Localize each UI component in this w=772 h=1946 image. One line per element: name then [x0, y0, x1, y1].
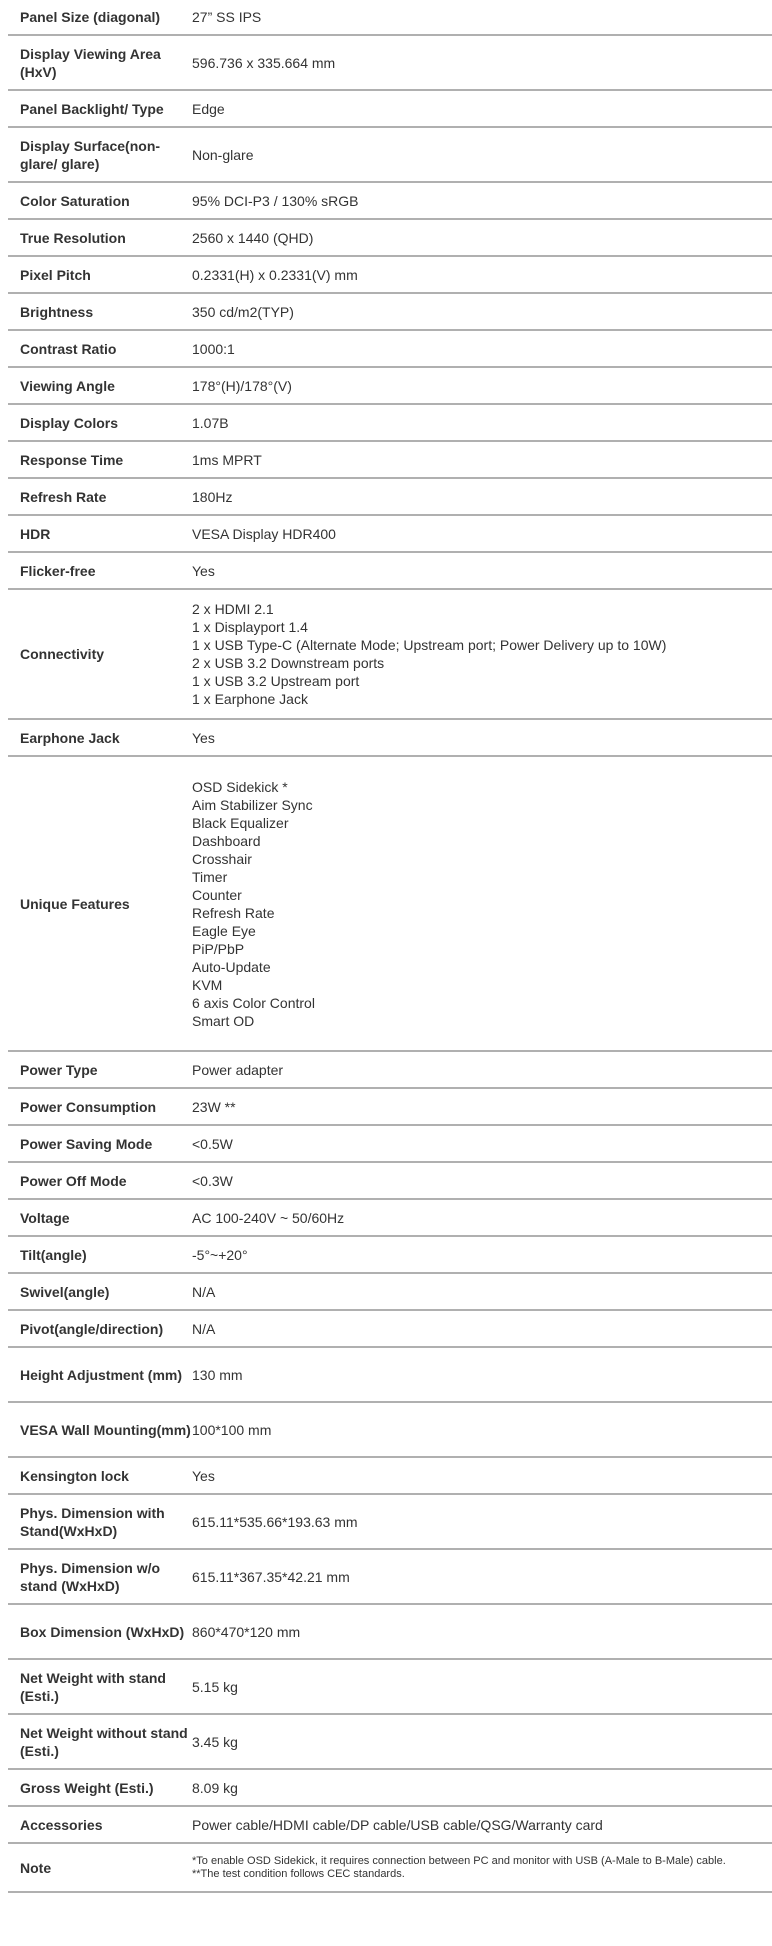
spec-value [192, 1088, 772, 1125]
spec-value-line: 1ms MPRT [192, 451, 262, 468]
spec-label: Panel Size (diagonal) [20, 9, 161, 25]
spec-row [8, 0, 772, 35]
spec-value-line: Power adapter [192, 1061, 284, 1078]
spec-value-line: Auto-Update [192, 958, 271, 975]
spec-row [8, 1604, 772, 1659]
spec-label: Kensington lock [20, 1467, 129, 1484]
spec-value-line: N/A [192, 1283, 216, 1300]
spec-value-line: 1.07B [192, 414, 229, 431]
spec-value-line: Yes [192, 1467, 215, 1484]
spec-label: HDR [20, 525, 51, 542]
spec-value [192, 719, 772, 756]
spec-value [192, 1457, 772, 1494]
spec-value [192, 1273, 772, 1310]
spec-value-line: Black Equalizer [192, 814, 289, 831]
spec-row [8, 1310, 772, 1347]
spec-value [192, 478, 772, 515]
spec-table [8, 0, 772, 1893]
spec-value [192, 293, 772, 330]
spec-label: Brightness [20, 303, 94, 320]
spec-row [8, 1125, 772, 1162]
spec-value [192, 1494, 772, 1549]
spec-row [8, 182, 772, 219]
spec-value-line: 130 mm [192, 1366, 243, 1383]
spec-row [8, 293, 772, 330]
spec-value [192, 1806, 772, 1843]
spec-value-line: **The test condition follows CEC standards. [192, 1867, 405, 1880]
spec-value [192, 0, 772, 35]
spec-label: Unique Features [20, 895, 130, 912]
spec-value [192, 1769, 772, 1806]
spec-value [192, 219, 772, 256]
spec-value-line: Yes [192, 562, 215, 579]
spec-label: Accessories [20, 1816, 103, 1833]
spec-row [8, 1769, 772, 1806]
spec-row [8, 1088, 772, 1125]
spec-label: Earphone Jack [20, 729, 120, 746]
spec-value-line: 3.45 kg [192, 1733, 238, 1750]
spec-value-line: 350 cd/m2(TYP) [192, 303, 294, 320]
spec-value [192, 1659, 772, 1714]
spec-label: Color Saturation [20, 192, 130, 209]
spec-value [192, 1604, 772, 1659]
spec-value [192, 515, 772, 552]
spec-value [192, 1714, 772, 1769]
spec-label: Tilt(angle) [20, 1246, 87, 1263]
spec-value-line: OSD Sidekick * [192, 778, 288, 795]
spec-value [192, 1402, 772, 1457]
spec-value [192, 127, 772, 182]
spec-value [192, 90, 772, 127]
spec-value-line: 6 axis Color Control [192, 994, 315, 1011]
spec-value [192, 404, 772, 441]
spec-row [8, 1714, 772, 1769]
spec-label: Display Viewing Area (HxV) [20, 45, 161, 80]
spec-value-line: AC 100-240V ~ 50/60Hz [192, 1209, 345, 1226]
spec-row [8, 1494, 772, 1549]
spec-label: Refresh Rate [20, 488, 107, 505]
spec-value-line: Non-glare [192, 146, 254, 163]
spec-value-line: 0.2331(H) x 0.2331(V) mm [192, 266, 358, 283]
spec-value-line: -5°~+20° [192, 1246, 248, 1263]
spec-value-line: Yes [192, 729, 215, 746]
spec-label: Phys. Dimension with Stand(WxHxD) [20, 1504, 165, 1539]
spec-value-line: 615.11*367.35*42.21 mm [192, 1568, 350, 1585]
spec-value-line: VESA Display HDR400 [192, 525, 336, 542]
spec-value [192, 1051, 772, 1088]
spec-value-line: 2 x HDMI 2.1 [192, 601, 274, 617]
spec-label: Connectivity [20, 646, 105, 662]
spec-label: Net Weight without stand (Esti.) [20, 1724, 188, 1759]
spec-label: Box Dimension (WxHxD) [20, 1623, 185, 1640]
spec-label: Pixel Pitch [20, 266, 91, 283]
spec-value-line: *To enable OSD Sidekick, it requires connection between PC and monitor with USB (A-Male to B-Male) cable. [192, 1854, 726, 1867]
spec-value-line: 180Hz [192, 488, 233, 505]
spec-value-line: Timer [192, 868, 228, 885]
spec-row [8, 1199, 772, 1236]
spec-value [192, 1347, 772, 1402]
spec-value-line: 27” SS IPS [192, 9, 262, 25]
spec-row [8, 219, 772, 256]
spec-label: Display Colors [20, 414, 119, 431]
spec-label: Swivel(angle) [20, 1283, 110, 1300]
spec-label: Note [20, 1859, 52, 1876]
spec-value-line: 8.09 kg [192, 1779, 238, 1796]
spec-label: Power Consumption [20, 1098, 157, 1115]
spec-row [8, 1162, 772, 1199]
spec-row [8, 478, 772, 515]
spec-value-line: 100*100 mm [192, 1421, 272, 1438]
spec-value-line: Power cable/HDMI cable/DP cable/USB cable/QSG/Warranty card [192, 1816, 603, 1833]
spec-row [8, 127, 772, 182]
spec-row [8, 1347, 772, 1402]
spec-value-line: Crosshair [192, 850, 252, 867]
spec-row [8, 1843, 772, 1892]
spec-row [8, 404, 772, 441]
spec-value [192, 1310, 772, 1347]
spec-label: Phys. Dimension w/o stand (WxHxD) [20, 1559, 161, 1594]
spec-value-line: 178°(H)/178°(V) [192, 377, 292, 394]
spec-value-line: N/A [192, 1320, 216, 1337]
spec-value-line: 1 x USB 3.2 Upstream port [192, 673, 360, 689]
spec-value [192, 756, 772, 1051]
spec-value-line: <0.3W [192, 1172, 233, 1189]
spec-value-line: 615.11*535.66*193.63 mm [192, 1513, 358, 1530]
spec-label: Voltage [20, 1209, 70, 1226]
spec-value-line: 95% DCI-P3 / 130% sRGB [192, 192, 359, 209]
spec-row [8, 90, 772, 127]
spec-label: Gross Weight (Esti.) [20, 1779, 154, 1796]
spec-label: Response Time [20, 451, 124, 468]
spec-row [8, 441, 772, 478]
spec-label: Contrast Ratio [20, 340, 117, 357]
spec-value-line: 1 x USB Type-C (Alternate Mode; Upstream port; Power Delivery up to 10W) [192, 637, 667, 653]
spec-value [192, 182, 772, 219]
spec-value-line: PiP/PbP [192, 940, 245, 957]
spec-row [8, 35, 772, 90]
spec-row [8, 1806, 772, 1843]
spec-label: Net Weight with stand (Esti.) [20, 1669, 166, 1704]
spec-value-line: 860*470*120 mm [192, 1623, 301, 1640]
spec-value [192, 1162, 772, 1199]
spec-value-line: Dashboard [192, 832, 261, 849]
spec-value [192, 441, 772, 478]
spec-row [8, 367, 772, 404]
spec-value [192, 1236, 772, 1273]
spec-value-line: Eagle Eye [192, 922, 256, 939]
spec-value [192, 552, 772, 589]
spec-value [192, 1199, 772, 1236]
spec-value [192, 35, 772, 90]
spec-value-line: KVM [192, 976, 223, 993]
spec-label: Display Surface(non-glare/ glare) [20, 137, 161, 172]
spec-table-body [8, 0, 772, 1892]
spec-value-line: Smart OD [192, 1012, 255, 1029]
spec-label: Power Saving Mode [20, 1135, 153, 1152]
spec-label: Pivot(angle/direction) [20, 1320, 164, 1337]
spec-row [8, 719, 772, 756]
spec-value-line: Edge [192, 100, 225, 117]
spec-value [192, 1549, 772, 1604]
spec-row [8, 589, 772, 719]
spec-value-line: Refresh Rate [192, 904, 275, 921]
spec-value-line: 596.736 x 335.664 mm [192, 54, 336, 71]
spec-value-line: 2560 x 1440 (QHD) [192, 229, 314, 246]
spec-row [8, 256, 772, 293]
spec-value-line: 23W ** [192, 1098, 236, 1115]
spec-row [8, 1549, 772, 1604]
spec-value-line: 1 x Earphone Jack [192, 691, 308, 707]
spec-label: Power Off Mode [20, 1172, 127, 1189]
spec-value-line: 5.15 kg [192, 1678, 238, 1695]
spec-row [8, 515, 772, 552]
spec-label: True Resolution [20, 229, 126, 246]
spec-row [8, 1051, 772, 1088]
spec-label: Height Adjustment (mm) [20, 1366, 183, 1383]
spec-label: Viewing Angle [20, 377, 115, 394]
spec-label: Panel Backlight/ Type [20, 100, 164, 117]
spec-row [8, 756, 772, 1051]
spec-row [8, 552, 772, 589]
spec-row [8, 1659, 772, 1714]
spec-label: Flicker-free [20, 562, 96, 579]
spec-value-line: <0.5W [192, 1135, 233, 1152]
spec-row [8, 1402, 772, 1457]
spec-value [192, 367, 772, 404]
spec-label: VESA Wall Mounting(mm) [20, 1421, 191, 1438]
spec-value-line: 1000:1 [192, 340, 235, 357]
spec-value-line: Aim Stabilizer Sync [192, 796, 313, 813]
spec-row [8, 1457, 772, 1494]
spec-value [192, 1125, 772, 1162]
spec-value-line: 1 x Displayport 1.4 [192, 619, 308, 635]
spec-value [192, 330, 772, 367]
spec-value [192, 589, 772, 719]
spec-value-line: 2 x USB 3.2 Downstream ports [192, 655, 385, 671]
spec-row [8, 1236, 772, 1273]
spec-label: Power Type [20, 1061, 98, 1078]
spec-value [192, 256, 772, 293]
spec-value-line: Counter [192, 886, 242, 903]
spec-value [192, 1843, 772, 1892]
spec-row [8, 330, 772, 367]
spec-row [8, 1273, 772, 1310]
